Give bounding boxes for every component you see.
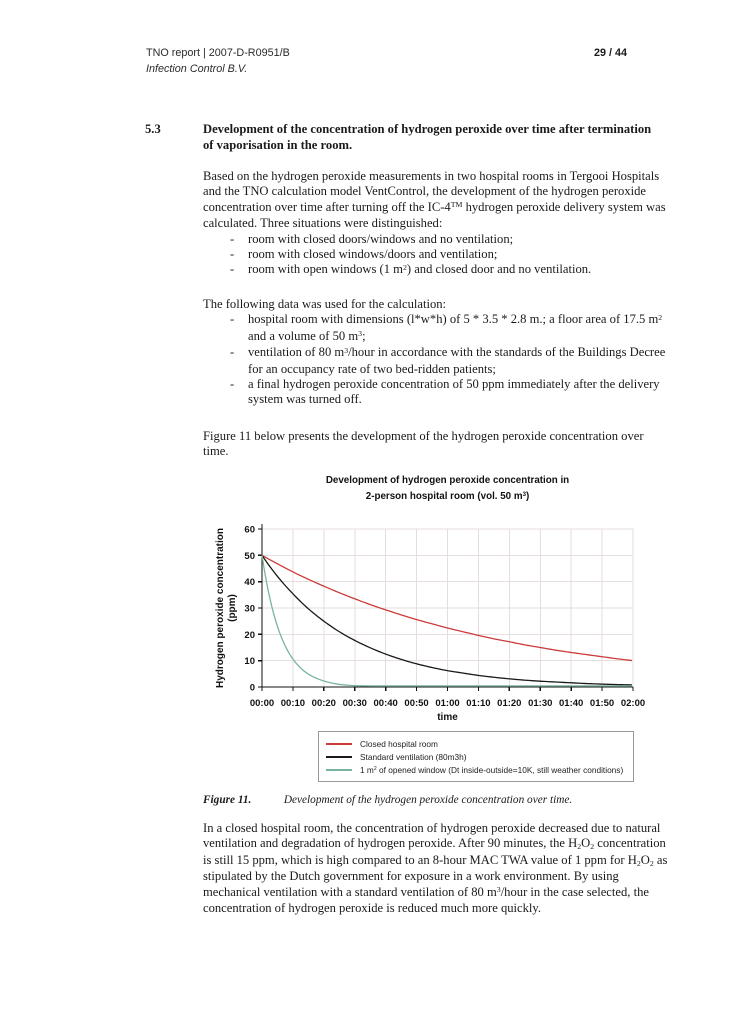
section-number: 5.3 xyxy=(145,122,161,136)
list-item xyxy=(230,377,667,408)
list-item-text: room with open windows (1 $m^2$) and closed door and no ventilation. xyxy=(248,262,592,277)
section-heading xyxy=(145,121,663,153)
report-id: TNO report | 2007-D-R0951/B xyxy=(146,47,290,59)
bullet-dash: - xyxy=(230,247,235,262)
figure-caption-text: Development of the hydrogen peroxide concentration over time. xyxy=(283,794,573,806)
list-item xyxy=(230,247,667,262)
list-item-text: ventilation of 80 $m^3$/hour in accordance with the standards of the Buildings Decree for an occupancy rate of two bed-ridden patients; xyxy=(248,345,666,376)
paragraph-calculation-data xyxy=(203,297,667,408)
list-item xyxy=(230,312,667,345)
svg-text:00:00: 00:00 xyxy=(249,698,275,709)
chart-title xyxy=(230,473,665,506)
concentration-line-chart xyxy=(200,521,650,726)
svg-text:20: 20 xyxy=(244,629,255,641)
paragraph-figure-intro: Figure 11 below presents the development of the hydrogen peroxide concentration over time. xyxy=(203,429,644,459)
legend-entry-label: Standard ventilation (80m3h) xyxy=(360,751,467,762)
svg-text:00:40: 00:40 xyxy=(373,698,398,709)
page-number: 29 / 44 xyxy=(593,47,627,59)
svg-text:01:10: 01:10 xyxy=(466,698,491,709)
svg-text:0: 0 xyxy=(249,682,255,694)
svg-text:02:00: 02:00 xyxy=(620,698,646,709)
chart-legend xyxy=(318,731,634,782)
bullet-dash: - xyxy=(230,231,235,246)
list-item xyxy=(230,345,667,377)
figure-caption xyxy=(203,794,572,806)
svg-text:50: 50 xyxy=(244,550,255,562)
bullet-dash: - xyxy=(230,345,235,360)
svg-text:00:20: 00:20 xyxy=(311,698,336,709)
legend-line-swatch xyxy=(326,769,352,771)
bullet-dash: - xyxy=(230,377,235,392)
legend-entry xyxy=(326,750,633,763)
figure-caption-label: Figure 11. xyxy=(203,794,252,806)
list-item-text: hospital room with dimensions (l*w*h) of 5 * 3.5 * 2.8 m.; a floor area of 17.5 $m^2$ and a volume of 50 $m^3$; xyxy=(248,312,663,343)
svg-text:40: 40 xyxy=(244,577,255,589)
svg-text:01:20: 01:20 xyxy=(497,698,522,709)
legend-entry-label: 1 $m^2$ of opened window (Dt inside-outside=10K, still weather conditions) xyxy=(360,764,624,775)
svg-text:00:10: 00:10 xyxy=(280,698,306,709)
chart-title-line2: 2-person hospital room (vol. 50 $m^3$) xyxy=(365,491,530,502)
paragraph-text: The following data was used for the calculation: xyxy=(203,297,447,311)
x-axis-label: time xyxy=(437,712,458,723)
legend-entry xyxy=(326,737,633,750)
list-item xyxy=(230,262,667,278)
chart-gridlines xyxy=(262,529,633,687)
report-organisation: Infection Control B.V. xyxy=(146,63,248,75)
y-axis-label: Hydrogen peroxide concentration xyxy=(215,527,226,689)
list-item xyxy=(230,232,667,247)
svg-text:00:30: 00:30 xyxy=(342,698,367,709)
paragraph-intro xyxy=(203,169,667,279)
svg-text:01:30: 01:30 xyxy=(528,698,553,709)
legend-line-swatch xyxy=(326,743,352,745)
paragraph-conclusion: In a closed hospital room, the concentration of hydrogen peroxide decreased due to natural ventilation and degradation of hydrogen peroxide. After 90 minutes, the H2O2 concentration is still 15 ppm, which is high compared to an 8-hour MAC TWA value of 1 ppm for H2O2 as stipulated by the Dutch government for exposure in a work environment. By using mechanical ventilation with a standard ventilation of 80 $m^3$/hour in the case selected, the concentration of hydrogen peroxide is reduced much more quickly. xyxy=(203,821,668,916)
legend-line-swatch xyxy=(326,756,352,758)
section-title: Development of the concentration of hydrogen peroxide over time after termination of vaporisation in the room. xyxy=(203,122,652,152)
svg-text:01:50: 01:50 xyxy=(589,698,615,709)
bullet-dash: - xyxy=(230,262,235,277)
page-header xyxy=(146,47,290,75)
svg-text:60: 60 xyxy=(244,524,255,536)
chart-tick-labels xyxy=(244,525,645,710)
svg-text:10: 10 xyxy=(244,656,255,668)
svg-text:00:50: 00:50 xyxy=(404,698,429,709)
legend-entry-label: Closed hospital room xyxy=(360,738,438,749)
list-item-text: room with closed windows/doors and ventilation; xyxy=(248,247,498,262)
paragraph-text: Based on the hydrogen peroxide measurements in two hospital rooms in Tergooi Hospitals and the TNO calculation model VentControl, the development of the hydrogen peroxide concentration over time after turning off the IC-4™ hydrogen peroxide delivery system was calculated. Three situations were distinguished: xyxy=(203,169,666,231)
svg-text:01:00: 01:00 xyxy=(435,698,460,709)
list-item-text: a final hydrogen peroxide concentration of 50 ppm immediately after the delivery system was turned off. xyxy=(248,377,660,407)
chart-title-line1: Development of hydrogen peroxide concentration in xyxy=(325,475,570,486)
y-axis-label-units: (ppm) xyxy=(227,594,238,622)
bullet-dash: - xyxy=(230,312,235,327)
legend-entry xyxy=(326,763,633,776)
svg-text:30: 30 xyxy=(244,603,255,615)
svg-text:01:40: 01:40 xyxy=(559,698,584,709)
list-item-text: room with closed doors/windows and no ventilation; xyxy=(248,231,514,246)
